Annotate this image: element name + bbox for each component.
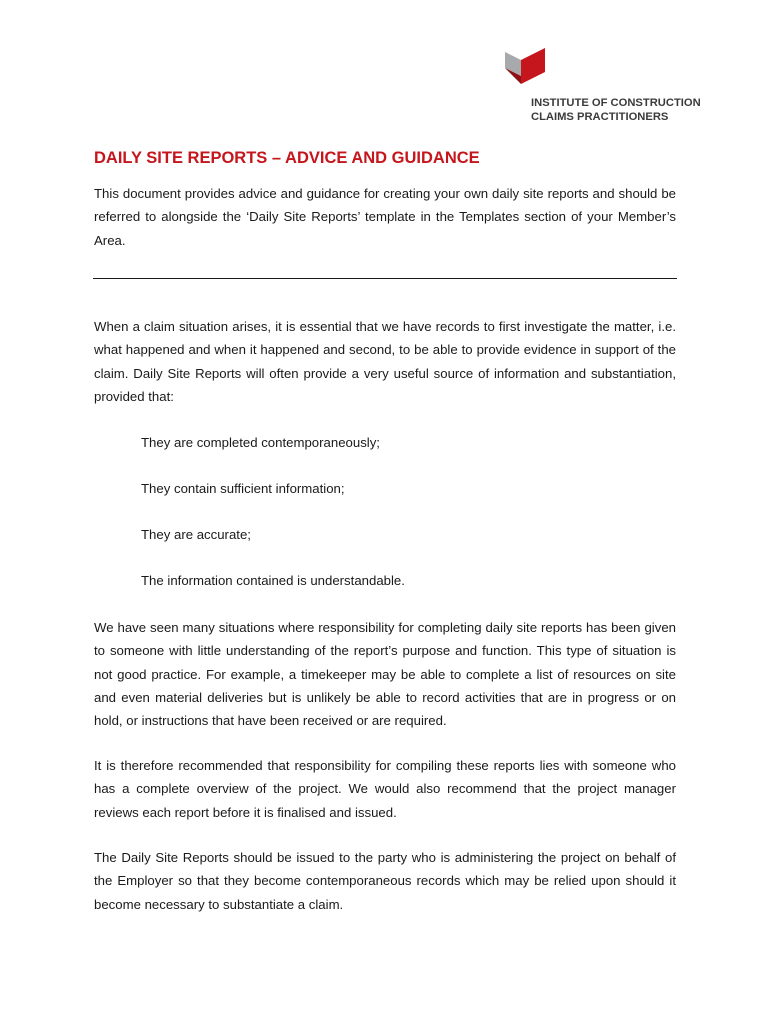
section-divider	[93, 278, 677, 279]
condition-item: They contain sufficient information;	[141, 481, 345, 496]
condition-item: The information contained is understandable.	[141, 573, 405, 588]
condition-item: They are accurate;	[141, 527, 251, 542]
paragraph-responsibility: We have seen many situations where responsibility for completing daily site reports has been given to someone with little understanding of the report’s purpose and function. This type of situation is not good practice. For example, a timekeeper may be able to complete a list of resources on site and even material deliveries but is unlikely be able to record activities that are in progress or on hold, or instructions that have been received or are required.	[94, 620, 676, 729]
logo-wordmark	[531, 97, 701, 124]
condition-item: They are completed contemporaneously;	[141, 435, 380, 450]
paragraph-claims: When a claim situation arises, it is essential that we have records to first investigate the matter, i.e. what happened and when it happened and second, to be able to provide evidence in support of the claim. Daily Site Reports will often provide a very useful source of information and substantiation, provided that:	[94, 319, 676, 404]
logo-line-2: CLAIMS PRACTITIONERS	[531, 110, 669, 123]
document-title: DAILY SITE REPORTS – ADVICE AND GUIDANCE	[94, 149, 480, 167]
logo-line-1: INSTITUTE OF CONSTRUCTION	[531, 97, 701, 109]
intro-paragraph: This document provides advice and guidance for creating your own daily site reports and should be referred to alongside the ‘Daily Site Reports’ template in the Templates section of your Member’s Area.	[94, 186, 676, 248]
organisation-logo	[505, 48, 715, 128]
paragraph-issuing: The Daily Site Reports should be issued to the party who is administering the project on behalf of the Employer so that they become contemporaneous records which may be relied upon should it become necessary to substantiate a claim.	[94, 850, 676, 912]
paragraph-recommendation: It is therefore recommended that responsibility for compiling these reports lies with someone who has a complete overview of the project. We would also recommend that the project manager reviews each report before it is finalised and issued.	[94, 758, 676, 820]
icp-logo-icon	[505, 48, 545, 88]
